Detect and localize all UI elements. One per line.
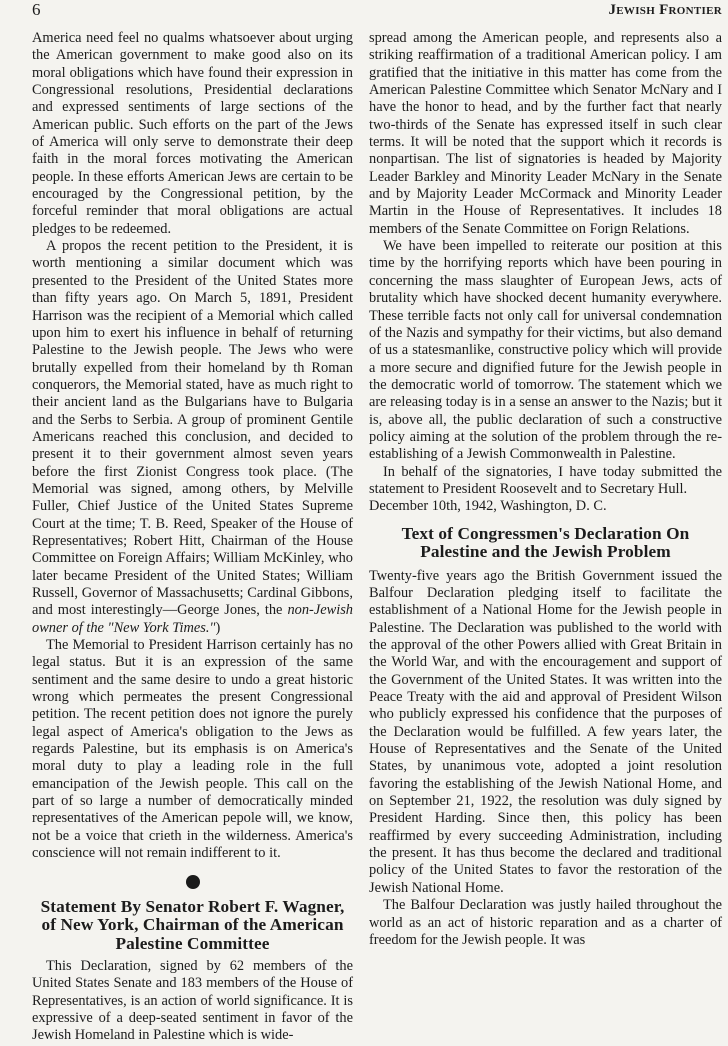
body-paragraph: In behalf of the signatories, I have today submitted the statement to President Roosevelt and to Secretary Hull.: [369, 463, 722, 497]
left-column: [32, 30, 353, 1045]
bullet-ornament-icon: [186, 875, 200, 889]
section-heading-wagner: Statement By Senator Robert F. Wagner, of New York, Chairman of the American Palestine Committee: [40, 896, 345, 953]
body-paragraph: The Balfour Declaration was justly hailed throughout the world as an act of historic reparation and as a charter of freedom for the Jewish people. It was: [369, 897, 722, 948]
paragraph-text: A propos the recent petition to the President, it is worth mentioning a similar document which was presented to the President of the United States more than fifty years ago. On March 5, 1891, President Harrison was the recipient of a Memorial which called upon him to exert his influence in behalf of returning Palestine to the Jewish people. The Jews who were brutally expelled from their homeland by th Roman conquerors, the Memorial stated, have as much right to their ancient land as the Bulgarians have to Bulgaria and the Serbs to Serbia. A group of prominent Gentile Americans reached this conclusion, and decided to present it to their government almost seven years before the first Zionist Congress took place. (The Memorial was signed, among others, by Melville Fuller, Chief Justice of the United States Supreme Court at the time; T. B. Reed, Speaker of the House of Representatives; Robert Hitt, Chairman of the House Committee on Foreign Affairs; William McKinley, who later became President of the United States; William Russell, Governor of Massachusetts; Cardinal Gibbons, and most interestingly—George Jones, the: [32, 238, 353, 619]
body-paragraph: This Declaration, signed by 62 members of the United States Senate and 183 members of the House of Representatives, is an action of world significance. It is expressive of a deep-seated sentiment in favor of the Jewish Homeland in Palestine which is wide-: [32, 958, 353, 1044]
body-paragraph: spread among the American people, and represents also a striking reaffirmation of a traditional American policy. I am gratified that the initiative in this matter has come from the American Palestine Committee which Senator McNary and I have the honor to head, and by the further fact that nearly two-thirds of the Senate has expressed itself in such clear terms. It will be noted that the support which it records is nonpartisan. The list of signatories is headed by Majority Leader Barkley and Minority Leader McNary in the Senate and by Majority Leader McCormack and Minority Leader Martin in the House of Representatives. It includes 18 members of the Senate Committee on Forign Relations.: [369, 30, 722, 237]
body-paragraph: The Memorial to President Harrison certainly has no legal status. But it is an expression of the same sentiment and the same desire to undo a great historic wrong which permeates the present Congressional petition. The recent petition does not ignore the purely legal aspect of America's obligation to the Jews as regards Palestine, but its emphasis is on America's moral duty to play a leading role in the full emancipation of the Jewish people. This call on the part of so large a number of democratically minded representatives of the American pepole will, we know, not be a voice that crieth in the wilderness. America's conscience will not remain indifferent to it.: [32, 637, 353, 862]
italic-phrase: non-Jewish owner of the "New York Times.": [32, 602, 353, 636]
body-paragraph: We have been impelled to reiterate our position at this time by the horrifying reports which have been pouring in concerning the mass slaughter of European Jews, acts of brutality which have shocked decent humanity everywhere. These terrible facts not only call for universal condemnation of the Nazis and sympathy for their victims, but also demand of us a statesmanlike, constructive policy which will provide a more secure and dignified future for the Jewish people in the democratic world of tomorrow. The statement which we are releasing today is in a sense an answer to the Nazis; but it is, above all, the public declaration of such a constructive policy aiming at the solution of the problem through the re-establishing of a Jewish Commonwealth in Palestine.: [369, 238, 722, 463]
section-heading-declaration: Text of Congressmen's Declaration On Palestine and the Jewish Problem: [401, 523, 690, 562]
page-number: 6: [32, 0, 41, 19]
right-column: [369, 30, 722, 949]
dateline: December 10th, 1942, Washington, D. C.: [369, 498, 607, 515]
closing-paren: ): [215, 619, 221, 636]
running-head: Jewish Frontier: [608, 2, 722, 18]
body-paragraph: [32, 238, 353, 637]
body-paragraph: America need feel no qualms whatsoever about urging the American government to make good also on its moral obligations which have found their expression in Congressional resolutions, Presidential declarations and expressed sentiments of large sections of the American public. Such efforts on the part of the Jews of America will only serve to demonstrate their deep faith in the moral forces motivating the American people. In these efforts American Jews are certain to be encouraged by the Congressional petition, by the forceful reminder that moral obligations are actual pledges to be redeemed.: [32, 30, 353, 237]
body-paragraph: Twenty-five years ago the British Government issued the Balfour Declaration pledging itself to facilitate the establishment of a National Home for the Jewish people in Palestine. The Declaration was published to the world with the approval of the other Powers allied with Great Britain in the World War, and with the encouragement and support of the Government of the United States. It was written into the Peace Treaty with the aid and approval of President Wilson who publicly expressed his confidence that the purposes of the Declaration would be fulfilled. A few years later, the House of Representatives and the Senate of the United States, by unanimous vote, adopted a joint resolution favoring the establishing of the Jewish National Home, and on September 21, 1922, the resolution was duly signed by President Harding. Since then, this policy has been reaffirmed by every succeeding Administration, including the present. It has thus become the declared and traditional policy of the United States to favor the restoration of the Jewish National Home.: [369, 567, 722, 896]
